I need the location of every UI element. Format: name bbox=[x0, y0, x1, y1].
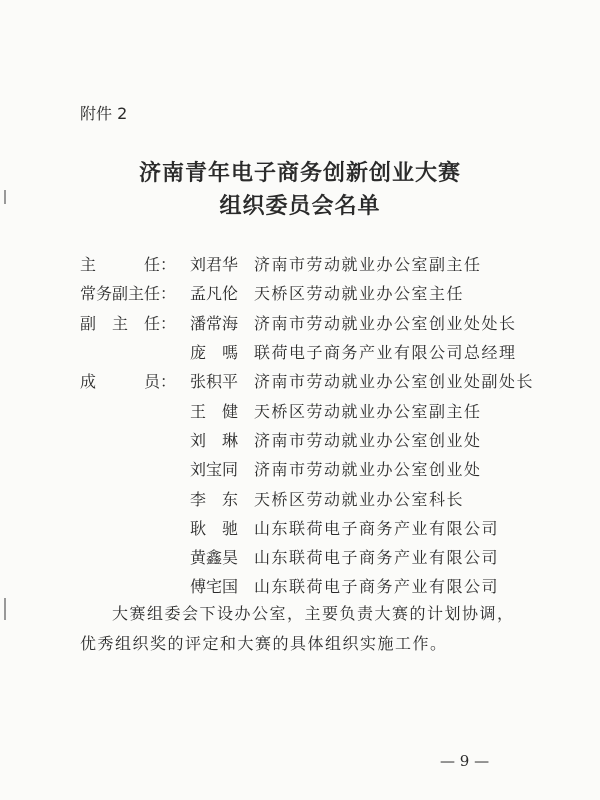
body-paragraph: 大赛组委会下设办公室，主要负责大赛的计划协调，优秀组织奖的评定和大赛的具体组织实施工作。 bbox=[80, 604, 515, 653]
member-name: 傅宅国 bbox=[190, 577, 239, 597]
member-row bbox=[80, 308, 534, 337]
member-name: 潘常海 bbox=[190, 313, 239, 333]
member-row bbox=[80, 278, 534, 307]
member-position: 天桥区劳动就业办公室科长 bbox=[254, 489, 465, 509]
member-row bbox=[80, 249, 534, 278]
member-position: 济南市劳动就业办公室副主任 bbox=[254, 255, 482, 275]
attachment-label: 附件 2 bbox=[80, 104, 128, 123]
committee-list bbox=[80, 249, 534, 601]
member-name: 孟凡伦 bbox=[190, 284, 239, 304]
member-position: 济南市劳动就业办公室创业处 bbox=[254, 460, 482, 480]
role-label: 常务副主任 bbox=[80, 284, 161, 304]
member-position: 山东联荷电子商务产业有限公司 bbox=[254, 518, 500, 538]
member-name: 刘宝同 bbox=[190, 460, 239, 480]
role-label: 副主任 bbox=[80, 313, 160, 333]
page-number: — 9 — bbox=[440, 752, 490, 770]
role-label: 主任 bbox=[80, 255, 160, 275]
member-name: 耿驰 bbox=[190, 518, 238, 538]
role-colon: ： bbox=[160, 255, 177, 275]
member-name: 刘琳 bbox=[190, 430, 238, 450]
member-position: 济南市劳动就业办公室创业处处长 bbox=[254, 313, 517, 333]
member-row bbox=[80, 425, 534, 454]
document-subtitle: 组织委员会名单 bbox=[219, 193, 381, 219]
member-position: 山东联荷电子商务产业有限公司 bbox=[254, 577, 500, 597]
member-row bbox=[80, 483, 534, 512]
member-name: 李东 bbox=[190, 489, 238, 509]
role-colon: ： bbox=[160, 372, 177, 392]
member-position: 天桥区劳动就业办公室主任 bbox=[254, 284, 465, 304]
member-row bbox=[80, 571, 534, 600]
member-position: 联荷电子商务产业有限公司总经理 bbox=[254, 343, 517, 363]
member-position: 天桥区劳动就业办公室副主任 bbox=[254, 401, 482, 421]
member-name: 张积平 bbox=[190, 372, 239, 392]
member-name: 王健 bbox=[190, 401, 238, 421]
member-position: 济南市劳动就业办公室创业处副处长 bbox=[254, 372, 535, 392]
scan-mark bbox=[4, 598, 6, 620]
role-label: 成员 bbox=[80, 372, 160, 392]
member-row bbox=[80, 337, 534, 366]
member-name: 刘君华 bbox=[190, 255, 239, 275]
member-row bbox=[80, 454, 534, 483]
member-row bbox=[80, 542, 534, 571]
member-position: 济南市劳动就业办公室创业处 bbox=[254, 430, 482, 450]
member-name: 庞嗎 bbox=[190, 343, 238, 363]
role-colon: ： bbox=[160, 313, 177, 333]
member-name: 黄鑫昊 bbox=[190, 548, 239, 568]
document-title: 济南青年电子商务创新创业大赛 bbox=[138, 160, 461, 186]
member-row bbox=[80, 395, 534, 424]
member-position: 山东联荷电子商务产业有限公司 bbox=[254, 548, 500, 568]
member-row bbox=[80, 513, 534, 542]
member-row bbox=[80, 366, 534, 395]
role-colon: ： bbox=[160, 284, 177, 304]
